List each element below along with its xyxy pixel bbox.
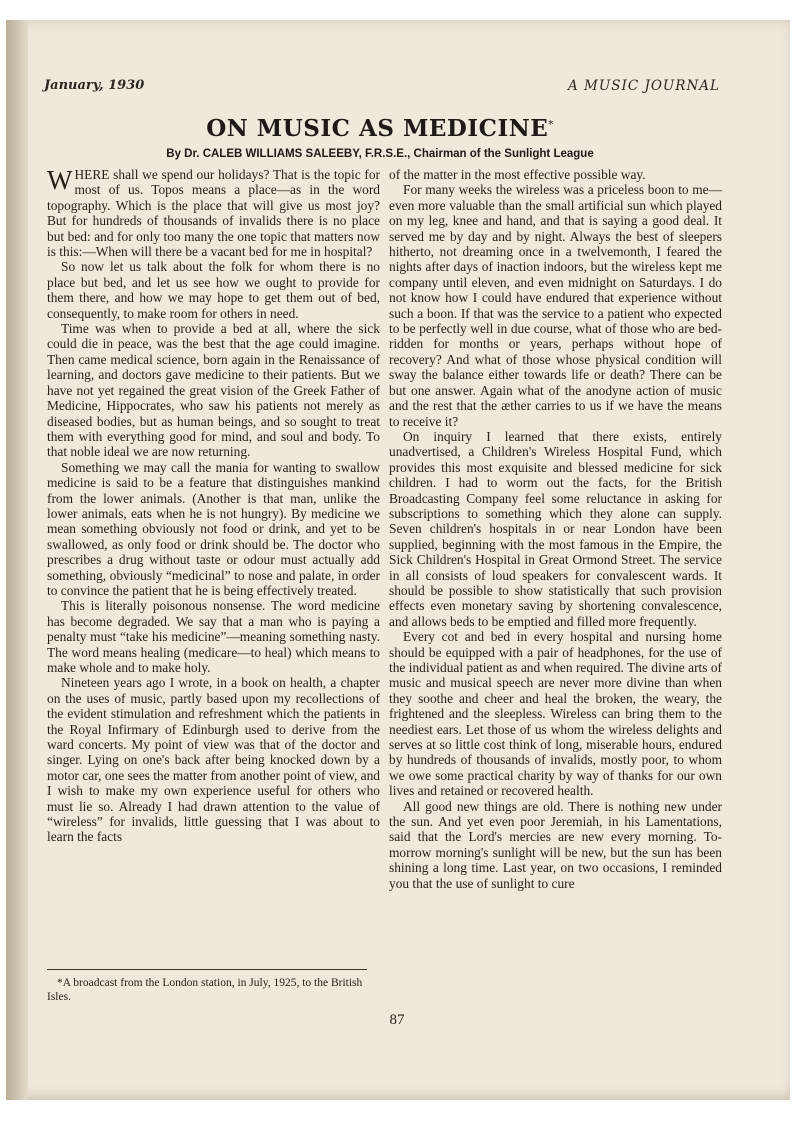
right-column [389,167,722,891]
left-column [47,167,380,845]
drop-cap: W [47,165,73,195]
paragraph: of the matter in the most effective possible way. [389,167,646,182]
paragraph: So now let us talk about the folk for whom there is no place but bed, and let us see how we ought to provide for them there, and how we may hope to get them out of bed, consequently, to make room for others in need. [47,259,380,321]
paragraph: All good new things are old. There is nothing new under the sun. And yet even poor Jeremiah, in his Lamentations, said that the Lord's mercies are new every morning. To-morrow morning's sunlight will be new, but the sun has been shining a long time. Last year, on two occasions, I reminded you that the use of sunlight to cure [389,798,722,891]
article-byline: By Dr. CALEB WILLIAMS SALEEBY, F.R.S.E., Chairman of the Sunlight League [166,148,594,160]
paragraph: Every cot and bed in every hospital and nursing home should be equipped with a pair of headphones, for the use of the individual patient as and when required. The divine arts of music and musical speech are never more divine than when they soothe and cheer and heal the broken, the weary, the frightened and the sleepless. Wireless can bring them to the neediest ears. Let those of us whom the wireless delights and serves at so little cost think of long, miserable hours, endured by hundreds of thousands of invalids, mostly poor, to whom we owe some practical charity by way of thanks for our own lives and retained or recovered health. [389,629,722,799]
paragraph: Nineteen years ago I wrote, in a book on health, a chapter on the uses of music, partly based upon my recollections of the evident stimulation and refreshment which the patients in the Royal Infirmary of Edinburgh used to derive from the ward concerts. My point of view was that of the doctor and singer. Lying on one's back after being knocked down by a motor car, one sees the matter from another point of view, and I wish to make my own experience useful for others who must lie so. Already I had drawn attention to the value of “wireless” for invalids, little guessing that I was about to learn the facts [47,675,380,845]
paragraph: Time was when to provide a bed at all, where the sick could die in peace, was the best that the age could imagine. Then came medical science, born again in the Renaissance of learning, and doctors gave medicine to their patients. But we have not yet regained the great vision of the Greek Father of Medicine, Hippocrates, who saw his patients not merely as diseased bodies, but as human beings, and so sought to treat them with everything good for mind, and soul and body. To that noble ideal we are now returning. [47,321,380,460]
paragraph: On inquiry I learned that there exists, entirely unadvertised, a Children's Wireless Hospital Fund, which provides this most exquisite and blessed medicine for sick children. I had to worm out the facts, for the British Broadcasting Company feel some reluctance in asking for subscriptions to something which they alone can supply. Seven children's hospitals in or near London have been supplied, beginning with the most famous in the Empire, the Sick Children's Hospital in Great Ormond Street. The service in all consists of loud speakers for convalescent wards. It should be possible to show statistically that such provision effects even monetary saving by shortening convalescence, and allows beds to be emptied and filled more frequently. [389,428,722,629]
running-header-date: January, 1930 [44,78,145,93]
footnote-divider [47,969,367,970]
paragraph: This is literally poisonous nonsense. The word medicine has become degraded. We say that a man who is paying a penalty must “take his medicine”—meaning something nasty. The word means healing (medicare—to heal) which means to make whole and to make holy. [47,598,380,675]
article-title-text: ON MUSIC AS MEDICINE [206,115,549,142]
article-title [40,115,720,142]
page-number: 87 [389,1012,405,1028]
footnote: *A broadcast from the London station, in July, 1925, to the British Isles. [47,977,363,1003]
page-gutter-shadow [6,20,28,1100]
paragraph: Something we may call the mania for wanting to swallow medicine is said to be a feature that distinguishes mankind from the lower animals. (Another is that man, unlike the lower animals, eats when he is not hungry). By medicine we mean something obviously not food or drink, and yet to be swallowed, as only food or drink should be. The doctor who prescribes a drug without taste or odour must actually add something, obviously “medicinal” to nose and palate, in order to convince the patient that he is being effectively treated. [47,459,380,598]
running-header-journal: A MUSIC JOURNAL [568,78,720,94]
paragraph: For many weeks the wireless was a priceless boon to me—even more valuable than the small artificial sun which played on my leg, knee and hand, and that is saying a good deal. It served me by day and by night. Always the best of sleepers hitherto, not dreaming once in a twelvemonth, I feared the nights after days of inaction indoors, but the wireless kept me company until eleven, and even midnight on Saturdays. I do not know how I could have endured that experience without such a boon. If that was the service to a patient who expected to be perfectly well in due course, what of those who are bed-ridden for months or years, perhaps without hope of recovery? And what of those whose physical condition will sway the balance either towards life or death? There can be but one answer. Again what of the anodyne action of music and the rest that the æther carries to us if we have the means to receive it? [389,182,722,429]
title-footnote-mark: * [548,119,554,131]
paragraph: WHERE shall we spend our holidays? That is the topic for most of us. Topos means a place—as in the word topography. Which is the place that will give us most joy? But for hundreds of thousands of invalids there is no place but bed: and for only too many the one topic that matters now is this:—When will there be a vacant bed for me in hospital? [47,165,380,260]
